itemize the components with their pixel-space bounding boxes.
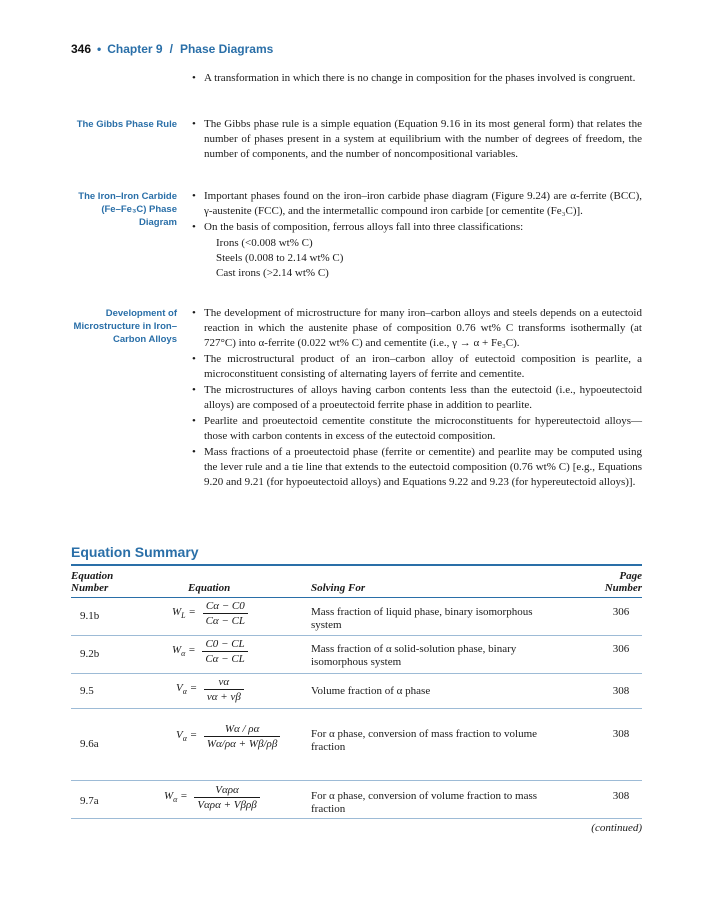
sub-item: Steels (0.008 to 2.14 wt% C): [216, 252, 344, 264]
chapter-title: Phase Diagrams: [179, 42, 274, 56]
header-solving-for: Solving For: [311, 582, 366, 594]
bullet-item: • The microstructures of alloys having carbon contents less than the eutectoid (i.e., hypoeutectoid alloys) are composed of a proeutectoid ferrite phase in addition to pearlite.: [192, 383, 642, 413]
fraction: [204, 722, 280, 751]
row-divider: [71, 635, 642, 636]
lhs-symbol: W: [172, 644, 182, 657]
lhs-symbol: V: [176, 729, 183, 742]
equation-lhs: $V_\alpha$ =: [176, 682, 198, 697]
lhs-symbol: V: [176, 682, 183, 695]
bullet-item: • The Gibbs phase rule is a simple equation (Equation 9.16 in its most general form) that relates the number of phases present in a system at equilibrium with the number of degrees of freedom, the number of components, and the number of noncompositional variables.: [192, 117, 642, 162]
bullet-list: [192, 189, 642, 281]
header-slash: /: [169, 42, 173, 56]
lhs-subscript: α: [182, 687, 187, 697]
bullet-item: • A transformation in which there is no change in composition for the phases involved is congruent.: [192, 71, 642, 86]
header-text: Page: [619, 570, 642, 582]
solving-for-text: Mass fraction of α solid-solution phase, binary isomorphous system: [311, 643, 517, 668]
fraction: [203, 599, 249, 628]
row-divider: [71, 673, 642, 674]
page-ref: 308: [612, 728, 630, 740]
numerator: vα: [218, 676, 230, 688]
page-number: 346: [71, 42, 92, 56]
fraction: [194, 783, 259, 812]
numerator: C0 − CL: [205, 638, 245, 650]
header-equation: Equation: [188, 582, 231, 594]
solving-for-text: For α phase, conversion of volume fraction to mass fraction: [311, 790, 538, 815]
sub-item: Irons (<0.008 wt% C): [216, 237, 313, 249]
equation-formula: [172, 599, 248, 628]
bullet-item: • The microstructural product of an iron–carbon alloy of eutectoid composition is pearlite, a microconstituent consisting of alternating layers of ferrite and cementite.: [192, 352, 642, 382]
equation-number: 9.7a: [80, 795, 99, 807]
lhs-subscript: α: [181, 649, 186, 659]
denominator: Cα − CL: [202, 651, 248, 666]
equation-number: 9.6a: [80, 738, 99, 750]
equation-lhs: $W_\alpha$ =: [164, 790, 188, 805]
lead-bullet-block: [192, 71, 642, 87]
running-header: [71, 42, 273, 56]
bullet-item: • The development of microstructure for many iron–carbon alloys and steels depends on a eutectoid reaction in which the austenite phase of composition 0.76 wt% C transforms isothermally (at 727°C) into α-ferrite (0.022 wt% C) and cementite (i.e., γ → α + Fe₃C).: [192, 306, 642, 351]
numerator: Cα − C0: [205, 600, 245, 612]
equation-number: 9.5: [80, 685, 94, 697]
equation-summary-title: Equation Summary: [71, 544, 199, 560]
equation-number: 9.1b: [80, 610, 100, 622]
header-dot: •: [97, 42, 102, 56]
section-label: The Iron–Iron Carbide (Fe–Fe₃C) Phase Diagram: [78, 191, 177, 228]
numerator: Vαρα: [215, 784, 239, 796]
lhs-symbol: W: [164, 790, 174, 803]
section-label: Development of Microstructure in Iron–Carbon Alloys: [73, 308, 177, 345]
row-divider: [71, 780, 642, 781]
bullet-item: • On the basis of composition, ferrous alloys fall into three classifications:: [192, 220, 642, 235]
continued-note: (continued): [591, 822, 642, 834]
page-ref: 308: [612, 790, 630, 802]
table-header-rule: [71, 597, 642, 598]
bullet-list: [192, 306, 642, 491]
header-text: Equation: [71, 570, 114, 582]
equation-lhs: $V_\alpha$ =: [176, 729, 198, 744]
page-ref: 306: [612, 606, 630, 618]
row-divider: [71, 708, 642, 709]
equation-formula: [164, 783, 260, 812]
solving-for-text: Mass fraction of liquid phase, binary isomorphous system: [311, 606, 533, 631]
lhs-symbol: W: [172, 606, 182, 619]
equation-formula: [176, 675, 244, 704]
sub-item: Cast irons (>2.14 wt% C): [216, 267, 329, 279]
page-ref: 306: [612, 643, 630, 655]
denominator: Cα − CL: [203, 613, 249, 628]
equation-formula: [176, 722, 280, 751]
table-bottom-rule: [71, 818, 642, 819]
table-top-rule: [71, 564, 642, 566]
solving-for-text: For α phase, conversion of mass fraction to volume fraction: [311, 728, 538, 753]
bullet-list: [192, 117, 642, 163]
section-label: The Gibbs Phase Rule: [76, 119, 177, 130]
denominator: Vαρα + Vβρβ: [194, 797, 259, 812]
equation-lhs: $W_L$ =: [172, 606, 196, 621]
bullet-item: • Pearlite and proeutectoid cementite constitute the microconstituents for hypereutectoid alloys—those with carbon contents in excess of the eutectoid composition.: [192, 414, 642, 444]
solving-for-text: Volume fraction of α phase: [311, 685, 431, 697]
bullet-item: • Mass fractions of a proeutectoid phase (ferrite or cementite) and pearlite may be computed using the lever rule and a tie line that extends to the eutectoid composition (0.76 wt% C) [e.g., Equations 9.20 and 9.21 (for hypoeutectoid alloys) and Equations 9.22 and 9.23 (for hypereutectoid alloys)].: [192, 445, 642, 490]
header-page-number: [590, 570, 642, 594]
equation-lhs: $W_\alpha$ =: [172, 644, 196, 659]
bullet-item: • Important phases found on the iron–iron carbide phase diagram (Figure 9.24) are α-ferrite (BCC), γ-austenite (FCC), and the intermetallic compound iron carbide [or cementite (Fe₃C)].: [192, 189, 642, 219]
fraction: [204, 675, 244, 704]
header-text: Number: [71, 582, 109, 594]
lhs-subscript: L: [181, 611, 186, 621]
header-text: Number: [604, 582, 642, 594]
equation-number: 9.2b: [80, 648, 100, 660]
denominator: Wα/ρα + Wβ/ρβ: [204, 736, 280, 751]
header-equation-number: [71, 570, 113, 594]
chapter-label: Chapter 9: [107, 42, 163, 56]
lhs-subscript: α: [182, 734, 187, 744]
denominator: vα + vβ: [204, 689, 244, 704]
page-ref: 308: [612, 685, 630, 697]
numerator: Wα / ρα: [224, 723, 260, 735]
equation-formula: [172, 637, 248, 666]
lhs-subscript: α: [173, 795, 178, 805]
fraction: [202, 637, 248, 666]
